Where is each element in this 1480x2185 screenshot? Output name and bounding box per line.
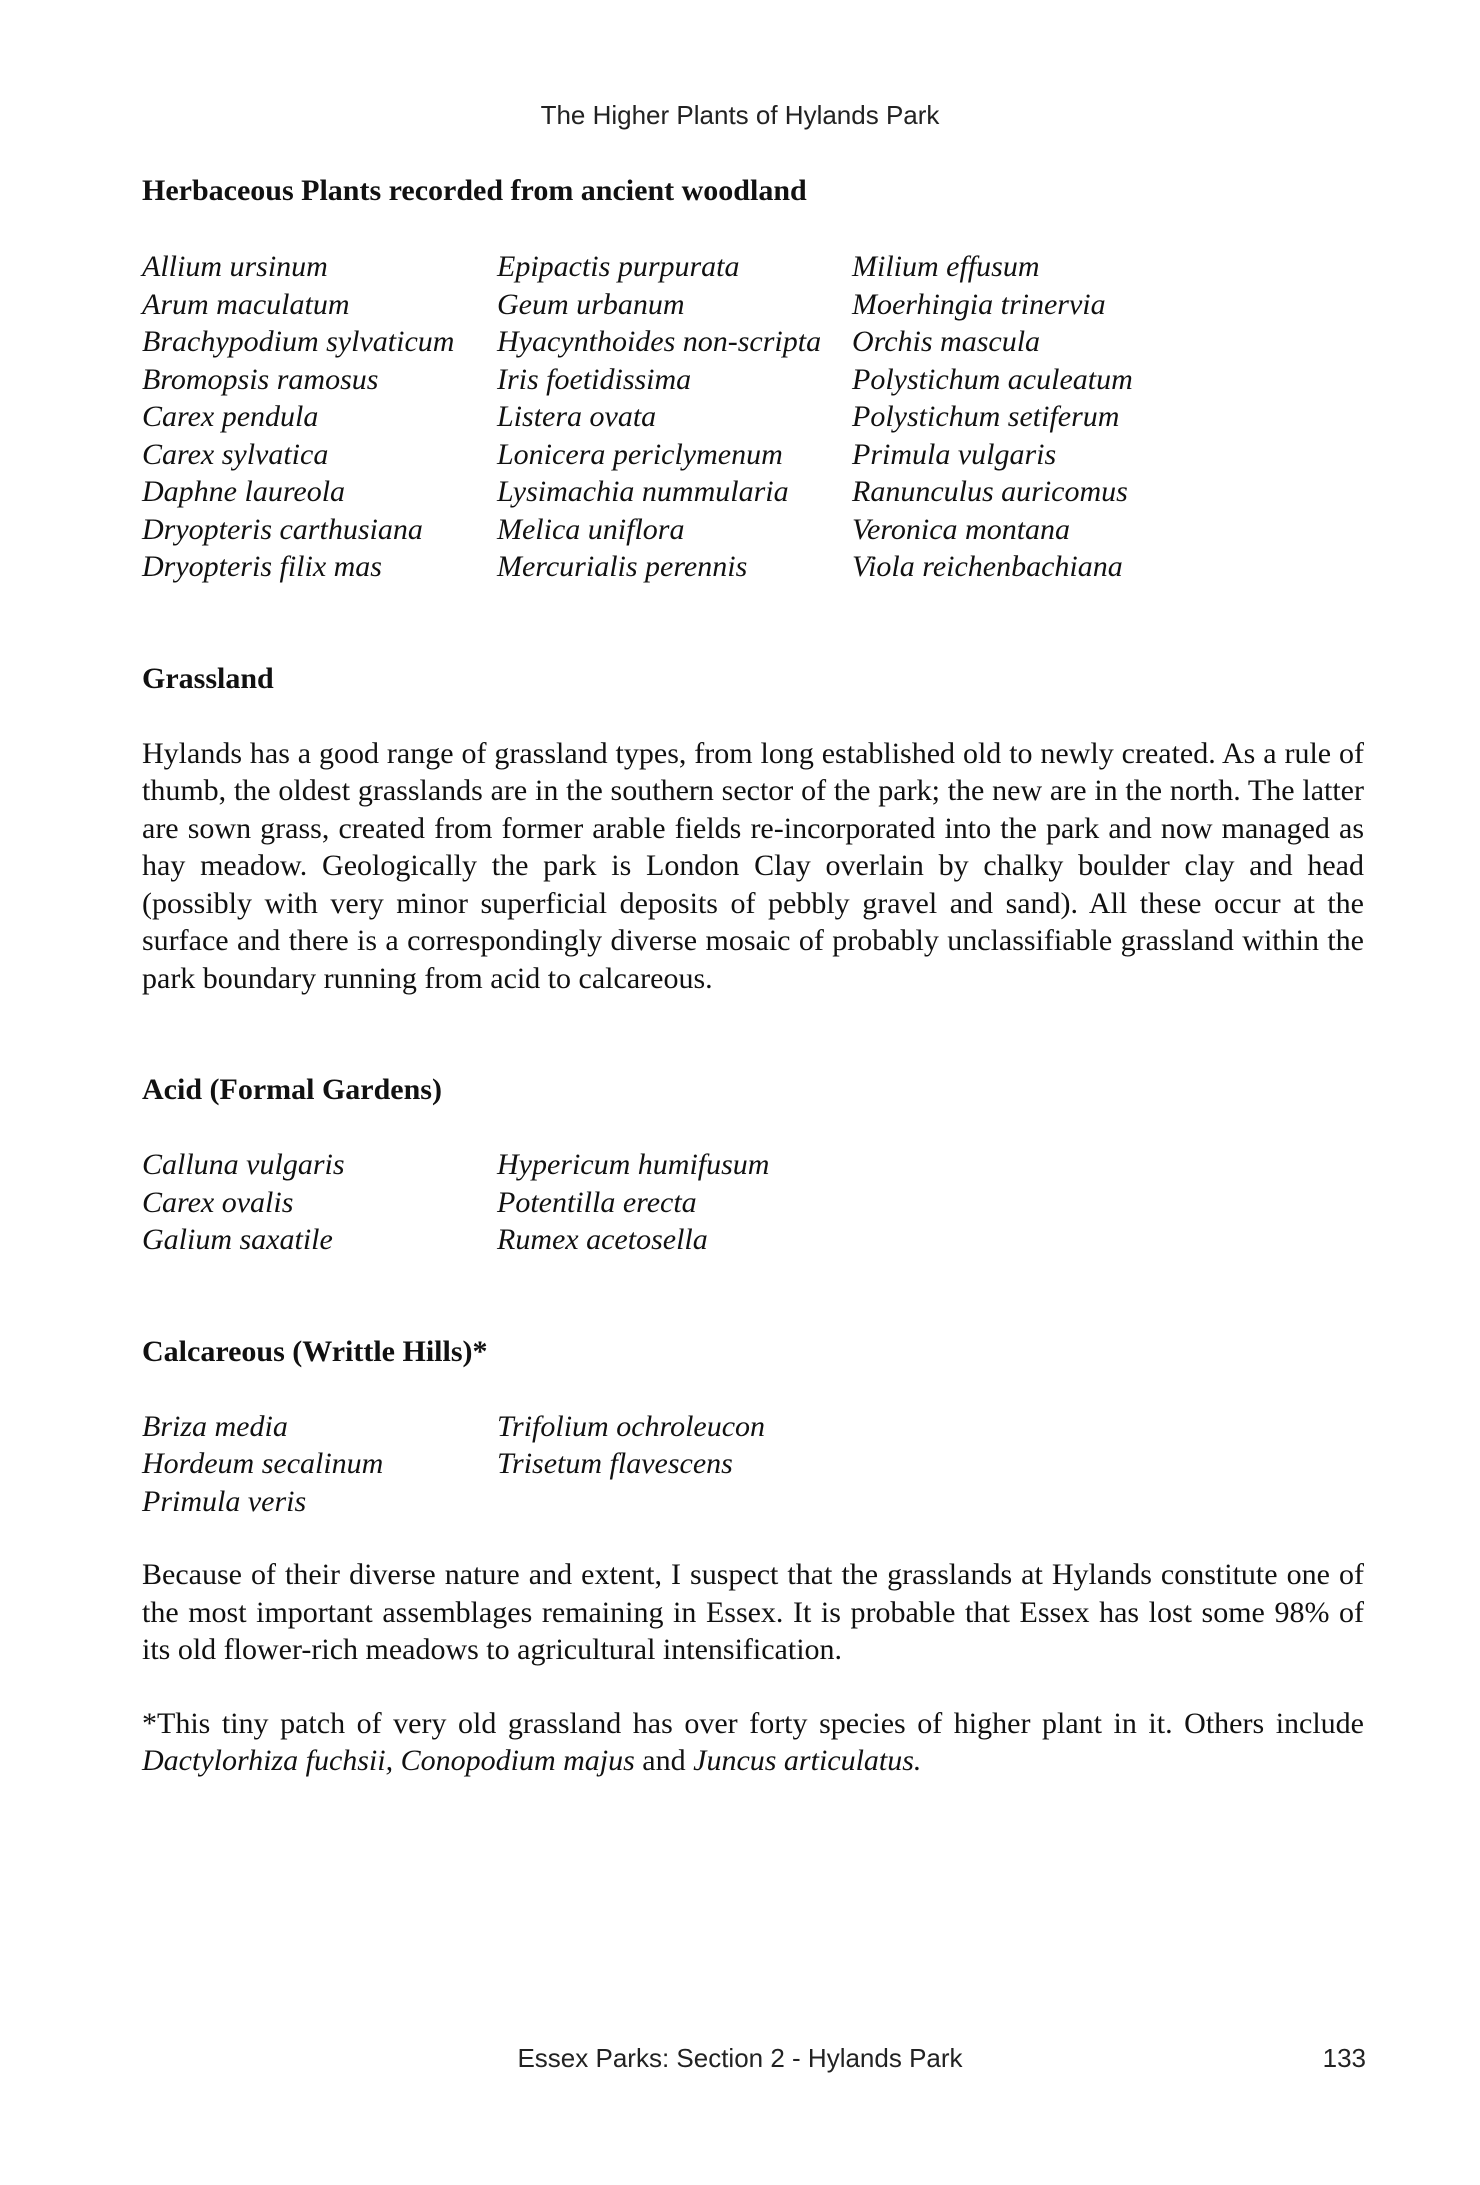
species-item: Epipactis purpurata — [497, 250, 740, 283]
species-item: Bromopsis ramosus — [142, 362, 379, 396]
conclusion-paragraph: Because of their diverse nature and extent, I suspect that the grasslands at Hylands constitute one of the most important assemblages remaining in Essex. It is probable that Essex has lost some 98% of its old flower-rich meadows to agricultural intensification. — [142, 1558, 1364, 1666]
running-header: The Higher Plants of Hylands Park — [540, 100, 940, 130]
species-item: Mercurialis perennis — [497, 550, 748, 583]
species-item: Primula vulgaris — [852, 437, 1057, 471]
acid-species-list — [142, 1146, 1364, 1259]
footnote-joiner: and — [642, 1744, 686, 1777]
species-item: Iris foetidissima — [497, 362, 692, 396]
species-item: Potentilla erecta — [497, 1185, 697, 1219]
woodland-species-list — [142, 248, 1364, 586]
species-item: Brachypodium sylvaticum — [142, 325, 455, 358]
species-item: Hyacynthoides non-scripta — [497, 325, 822, 358]
species-item: Calluna vulgaris — [142, 1148, 345, 1181]
species-item: Carex pendula — [142, 400, 319, 433]
species-item: Hordeum secalinum — [142, 1447, 384, 1480]
species-item: Carex sylvatica — [142, 437, 329, 471]
species-item: Moerhingia trinervia — [852, 287, 1106, 321]
species-item: Lonicera periclymenum — [497, 437, 783, 471]
species-item: Polystichum aculeatum — [852, 362, 1133, 396]
species-item: Lysimachia nummularia — [497, 475, 789, 508]
footnote-species: Juncus articulatus. — [693, 1744, 922, 1777]
footnote — [142, 1705, 1364, 1780]
footnote-species: Conopodium majus — [400, 1744, 635, 1777]
footnote-text: *This tiny patch of very old grassland has over forty species of higher plant in it. Others include — [142, 1706, 1364, 1740]
species-item: Ranunculus auricomus — [852, 475, 1128, 508]
species-item: Hypericum humifusum — [497, 1148, 770, 1181]
acid-heading: Acid (Formal Gardens) — [142, 1073, 442, 1106]
grassland-paragraph: Hylands has a good range of grassland types, from long established old to newly created. As a rule of thumb, the oldest grasslands are in the southern sector of the park; the new are in the north. The latter are sown grass, created from former arable fields re-incorporated into the park and now managed as hay meadow. Geologically the park is London Clay overlain by chalky boulder clay and head (possibly with very minor superficial deposits of pebbly gravel and sand). All these occur at the surface and there is a correspondingly diverse mosaic of probably unclassifiable grassland within the park boundary running from acid to calcareous. — [142, 736, 1364, 995]
species-item: Trifolium ochroleucon — [497, 1409, 766, 1443]
species-item: Primula veris — [142, 1484, 307, 1518]
species-item: Arum maculatum — [142, 287, 350, 321]
species-item: Melica uniflora — [497, 512, 685, 546]
species-item: Briza media — [142, 1409, 288, 1443]
calcareous-species-list — [142, 1408, 1364, 1521]
species-item: Galium saxatile — [142, 1223, 333, 1256]
footnote-species: Dactylorhiza fuchsii, — [142, 1744, 394, 1777]
species-item: Geum urbanum — [497, 287, 685, 321]
species-item: Veronica montana — [852, 512, 1071, 546]
species-item: Carex ovalis — [142, 1185, 294, 1219]
species-item: Polystichum setiferum — [852, 400, 1120, 433]
species-item: Rumex acetosella — [497, 1223, 708, 1256]
footer-title: Essex Parks: Section 2 - Hylands Park — [517, 2043, 963, 2073]
species-item: Listera ovata — [497, 400, 657, 433]
species-item: Trisetum flavescens — [497, 1447, 733, 1480]
woodland-heading: Herbaceous Plants recorded from ancient woodland — [142, 174, 807, 207]
species-item: Dryopteris carthusiana — [142, 512, 423, 546]
species-item: Orchis mascula — [852, 325, 1041, 358]
calcareous-heading: Calcareous (Writtle Hills)* — [142, 1334, 488, 1368]
page-number: 133 — [1322, 2043, 1366, 2073]
species-item: Milium effusum — [852, 250, 1040, 283]
species-item: Viola reichenbachiana — [852, 550, 1123, 583]
species-item: Dryopteris filix mas — [142, 550, 382, 583]
page-content — [142, 172, 1364, 1780]
grassland-heading: Grassland — [142, 661, 274, 695]
species-item: Allium ursinum — [142, 250, 328, 283]
species-item: Daphne laureola — [142, 475, 346, 508]
